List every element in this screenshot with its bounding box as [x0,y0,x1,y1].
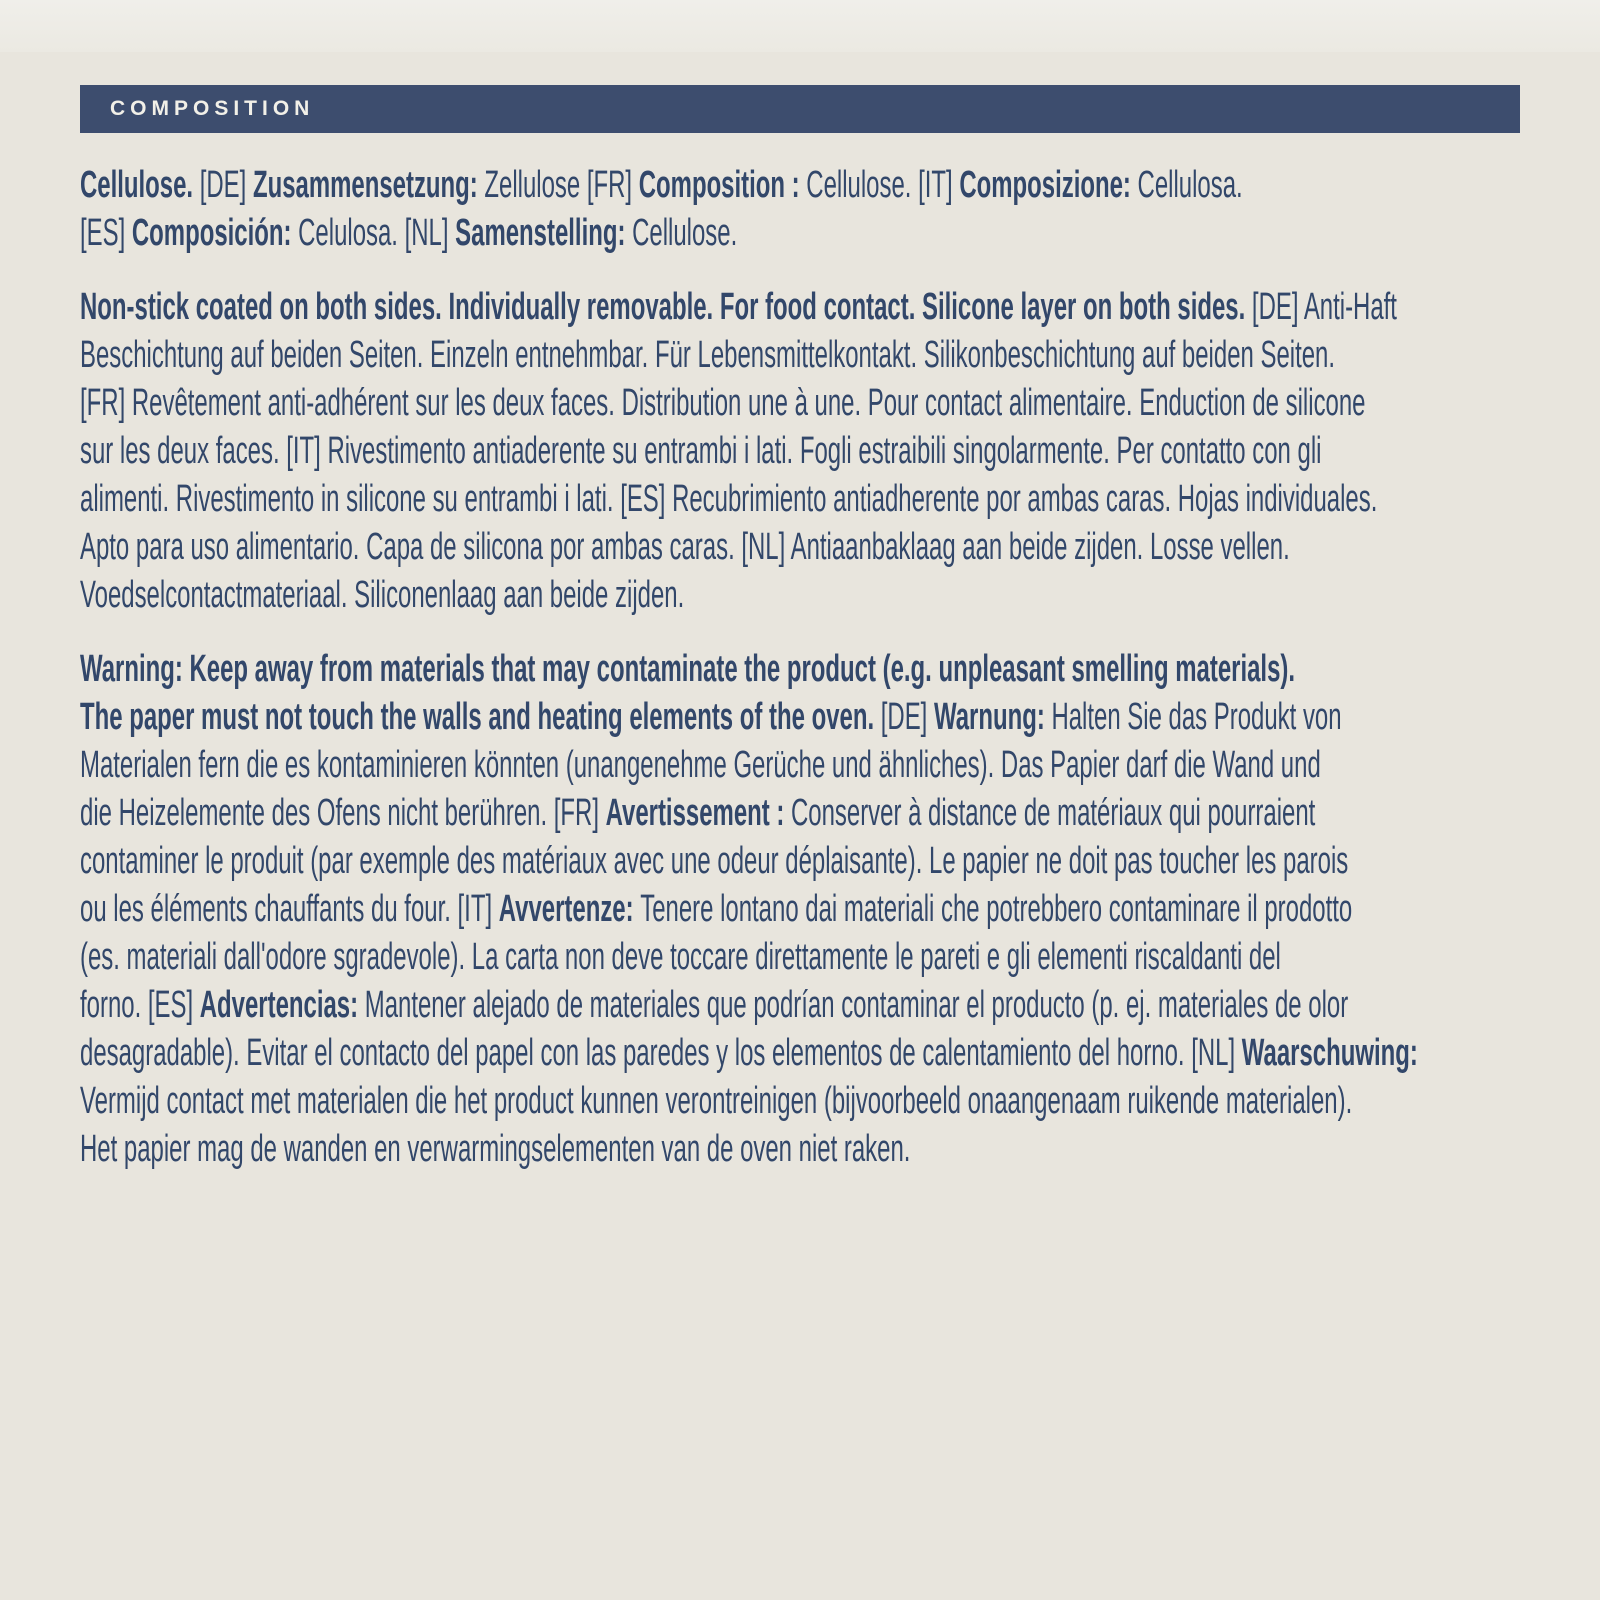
text-segment: Cellulose. [632,212,738,254]
text-segment: Cellulose. [IT] [806,164,960,206]
text-line [80,837,1349,885]
text-segment: [ES] [80,212,132,254]
bold-text-segment: Warnung: [933,696,1052,738]
text-segment: [FR] Revêtement anti-adhérent sur les deux faces. Distribution une à une. Pour contact alimentaire. Enduction de silicone [80,382,1366,424]
bold-text-segment: The paper must not touch the walls and heating elements of the oven. [80,696,881,738]
bold-text-segment: Composición: [131,212,299,254]
bold-text-segment: Avvertenze: [498,888,641,930]
text-line [80,379,1366,427]
text-line [80,331,1336,379]
paragraphs [80,161,1520,1173]
text-line [80,1029,1418,1077]
text-segment: Zellulose [FR] [484,164,639,206]
text-line [80,523,1290,571]
text-segment: contaminer le produit (par exemple des matériaux avec une odeur déplaisante). Le papier ne doit pas toucher les parois [80,840,1349,882]
paragraph-coating [80,283,1520,619]
text-line [80,571,987,619]
text-segment: Halten Sie das Produkt von [1051,696,1342,738]
paragraph-warning [80,645,1520,1173]
text-line [80,645,1296,693]
bold-text-segment: Non-stick coated on both sides. Individually removable. For food contact. Silicone layer on both sides. [80,286,1252,328]
text-segment: Apto para uso alimentario. Capa de silicona por ambas caras. [NL] Antiaanbaklaag aan beide zijden. Losse vellen. [80,526,1290,568]
text-line [80,885,1353,933]
text-line [80,161,1243,209]
text-segment: Celulosa. [NL] [298,212,456,254]
text-segment: alimenti. Rivestimento in silicone su entrambi i lati. [ES] Recubrimiento antiadherente por ambas caras. Hojas individuales. [80,478,1378,520]
text-segment: Vermijd contact met materialen die het product kunnen verontreinigen (bijvoorbeeld onaangenaam ruikende materialen). [80,1080,1353,1122]
bold-text-segment: Composition : [638,164,807,206]
text-segment: Cellulosa. [1137,164,1243,206]
bold-text-segment: Cellulose. [80,164,200,206]
text-segment: Beschichtung auf beiden Seiten. Einzeln entnehmbar. Für Lebensmittelkontakt. Silikonbeschichtung auf beiden Seiten. [80,334,1336,376]
text-line [80,209,987,257]
text-line [80,789,1316,837]
text-segment: ou les éléments chauffants du four. [IT] [80,888,499,930]
text-segment: Materialen fern die es kontaminieren könnten (unangenehme Gerüche und ähnliches). Das Papier darf die Wand und [80,744,1321,786]
text-line [80,1077,1353,1125]
text-segment: forno. [ES] [80,984,200,1026]
bold-text-segment: Composizione: [959,164,1138,206]
bold-text-segment: Advertencias: [199,984,365,1026]
text-segment: (es. materiali dall'odore sgradevole). La carta non deve toccare direttamente le pareti e gli elementi riscaldanti del [80,936,1281,978]
text-segment: Conserver à distance de matériaux qui pourraient [791,792,1316,834]
bold-text-segment: Warning: Keep away from materials that may contaminate the product (e.g. unpleasant smelling materials). [80,648,1296,690]
text-segment: desagradable). Evitar el contacto del papel con las paredes y los elementos de calentamiento del horno. [NL] [80,1032,1242,1074]
text-line [80,933,1281,981]
bold-text-segment: Avertissement : [605,792,792,834]
text-line [80,741,1321,789]
bold-text-segment: Samenstelling: [455,212,633,254]
text-segment: [DE] [880,696,934,738]
composition-panel [80,85,1520,1199]
text-segment: Tenere lontano dai materiali che potrebbero contaminare il prodotto [640,888,1353,930]
text-segment: [DE] Anti-Haft [1251,286,1397,328]
section-header-bar [80,85,1520,133]
text-segment: Voedselcontactmateriaal. Siliconenlaag aan beide zijden. [80,574,685,616]
text-line [80,475,1378,523]
text-line [80,981,1349,1029]
text-segment: die Heizelemente des Ofens nicht berühren. [FR] [80,792,606,834]
label-top-edge [0,0,1600,52]
text-line [80,427,1322,475]
text-segment: Mantener alejado de materiales que podrían contaminar el producto (p. ej. materiales de olor [364,984,1349,1026]
text-segment: Het papier mag de wanden en verwarmingselementen van de oven niet raken. [80,1128,911,1170]
text-line [80,693,1342,741]
paragraph-composition [80,161,1520,257]
text-line [80,1125,987,1173]
bold-text-segment: Waarschuwing: [1241,1032,1418,1074]
section-title: COMPOSITION [110,97,315,120]
text-segment: sur les deux faces. [IT] Rivestimento antiaderente su entrambi i lati. Fogli estraibili singolarmente. Per contatto con gli [80,430,1322,472]
text-segment: [DE] [199,164,253,206]
bold-text-segment: Zusammensetzung: [252,164,485,206]
text-line [80,283,1397,331]
